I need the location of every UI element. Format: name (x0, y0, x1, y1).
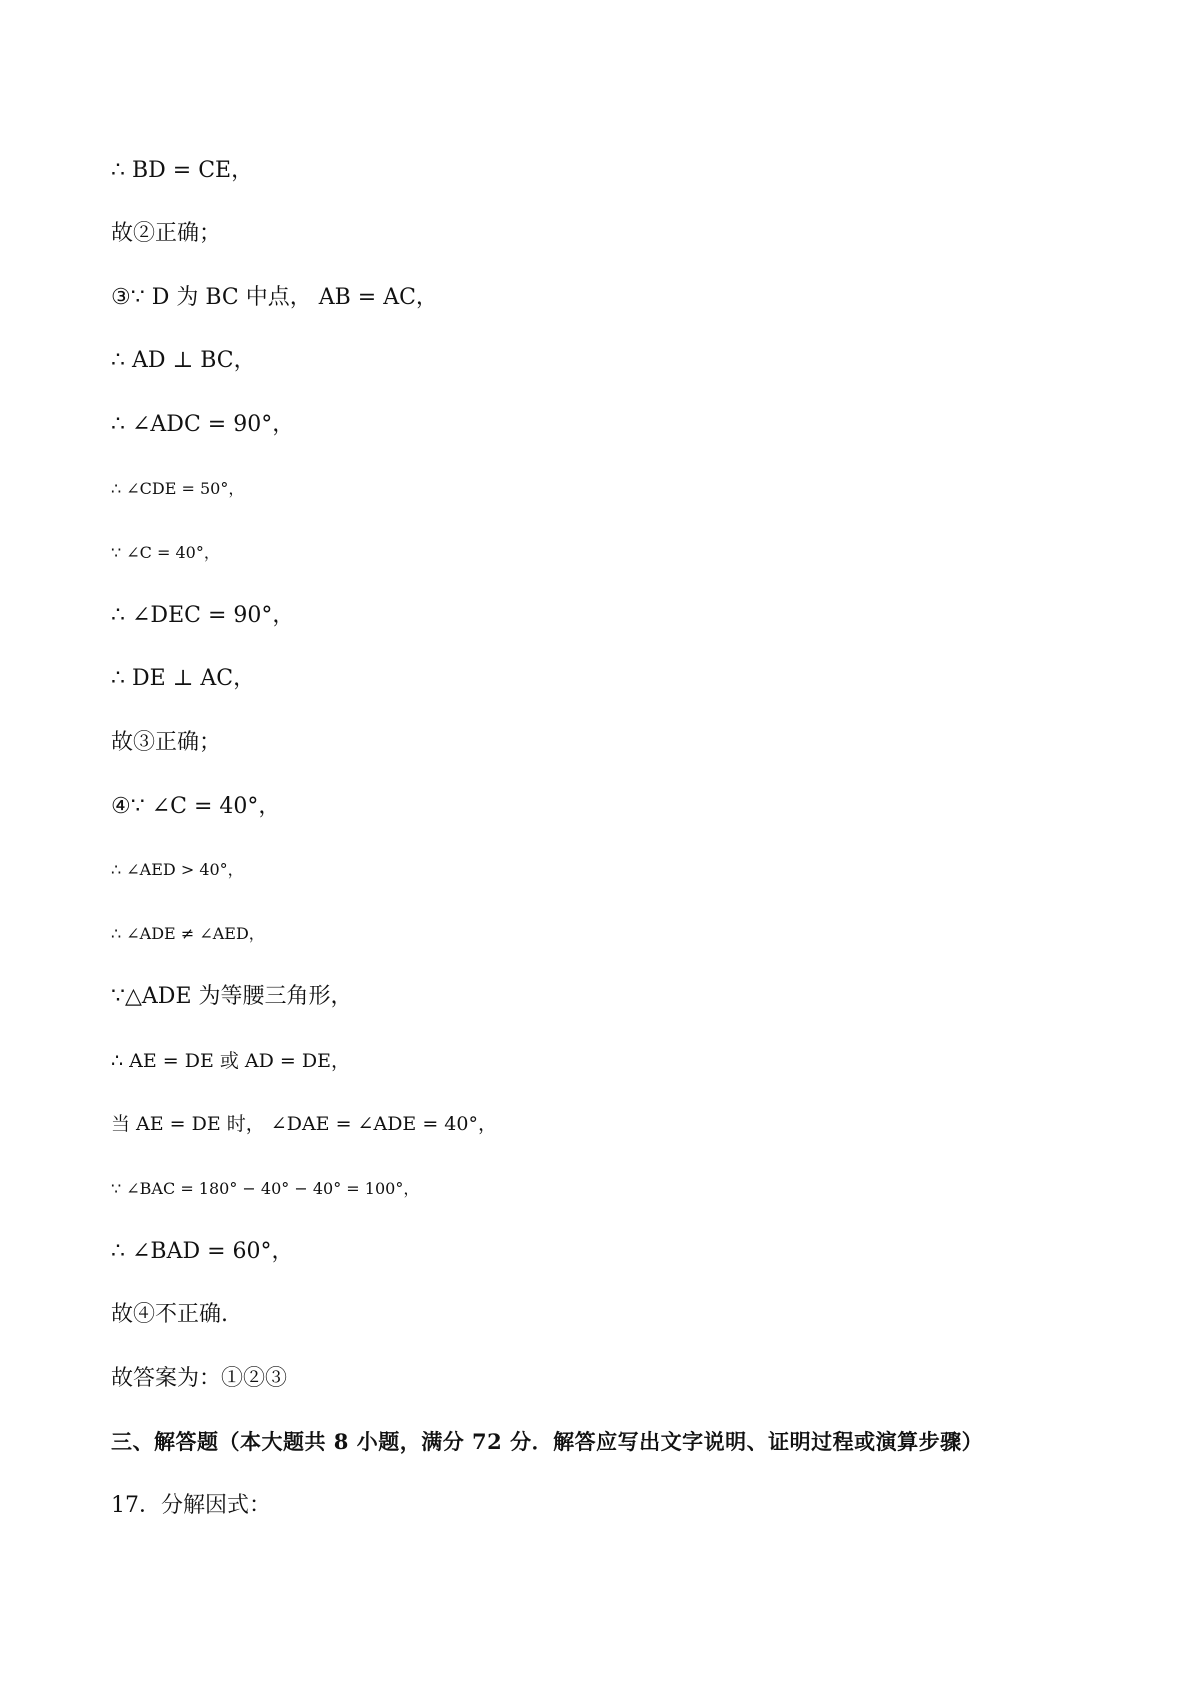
proof-line-angle-cde: ∴ ∠CDE = 50°， (111, 479, 245, 498)
conclusion-line-2-correct: 故②正确； (111, 221, 222, 246)
proof-line-ad-perp-bc: ∴ AD ⊥ BC， (111, 348, 256, 373)
proof-line-angle-dec: ∴ ∠DEC = 90°， (111, 603, 295, 628)
proof-line-isosceles: ∵△ADE 为等腰三角形， (111, 984, 353, 1009)
proof-line-de-perp-ac: ∴ DE ⊥ AC， (111, 666, 256, 691)
proof-line-angle-adc: ∴ ∠ADC = 90°， (111, 412, 295, 437)
proof-line-angle-aed-gt: ∴ ∠AED > 40°， (111, 860, 244, 879)
proof-line-angle-c-4: ④∵ ∠C = 40°， (111, 794, 281, 819)
question-17: 17．分解因式： (111, 1493, 271, 1518)
conclusion-line-3-correct: 故③正确； (111, 730, 222, 755)
proof-line-angle-ade-neq: ∴ ∠ADE ≠ ∠AED， (111, 924, 265, 943)
proof-line-ae-de-or: ∴ AE = DE 或 AD = DE， (111, 1050, 350, 1072)
proof-line-angle-bac: ∵ ∠BAC = 180° − 40° − 40° = 100°， (111, 1179, 420, 1198)
section-heading: 三、解答题（本大题共 8 小题，满分 72 分．解答应写出文字说明、证明过程或演算步骤） (111, 1429, 984, 1454)
proof-line-bd-eq-ce: ∴ BD = CE， (111, 158, 254, 183)
proof-line-case-ae-de: 当 AE = DE 时， ∠DAE = ∠ADE = 40°， (111, 1113, 497, 1135)
answer-line: 故答案为：①②③ (111, 1366, 288, 1391)
proof-line-d-midpoint: ③∵ D 为 BC 中点， AB = AC， (111, 285, 438, 310)
proof-line-angle-c: ∵ ∠C = 40°， (111, 543, 220, 562)
proof-line-angle-bad: ∴ ∠BAD = 60°， (111, 1239, 294, 1264)
conclusion-line-4-incorrect: 故④不正确. (111, 1302, 228, 1327)
